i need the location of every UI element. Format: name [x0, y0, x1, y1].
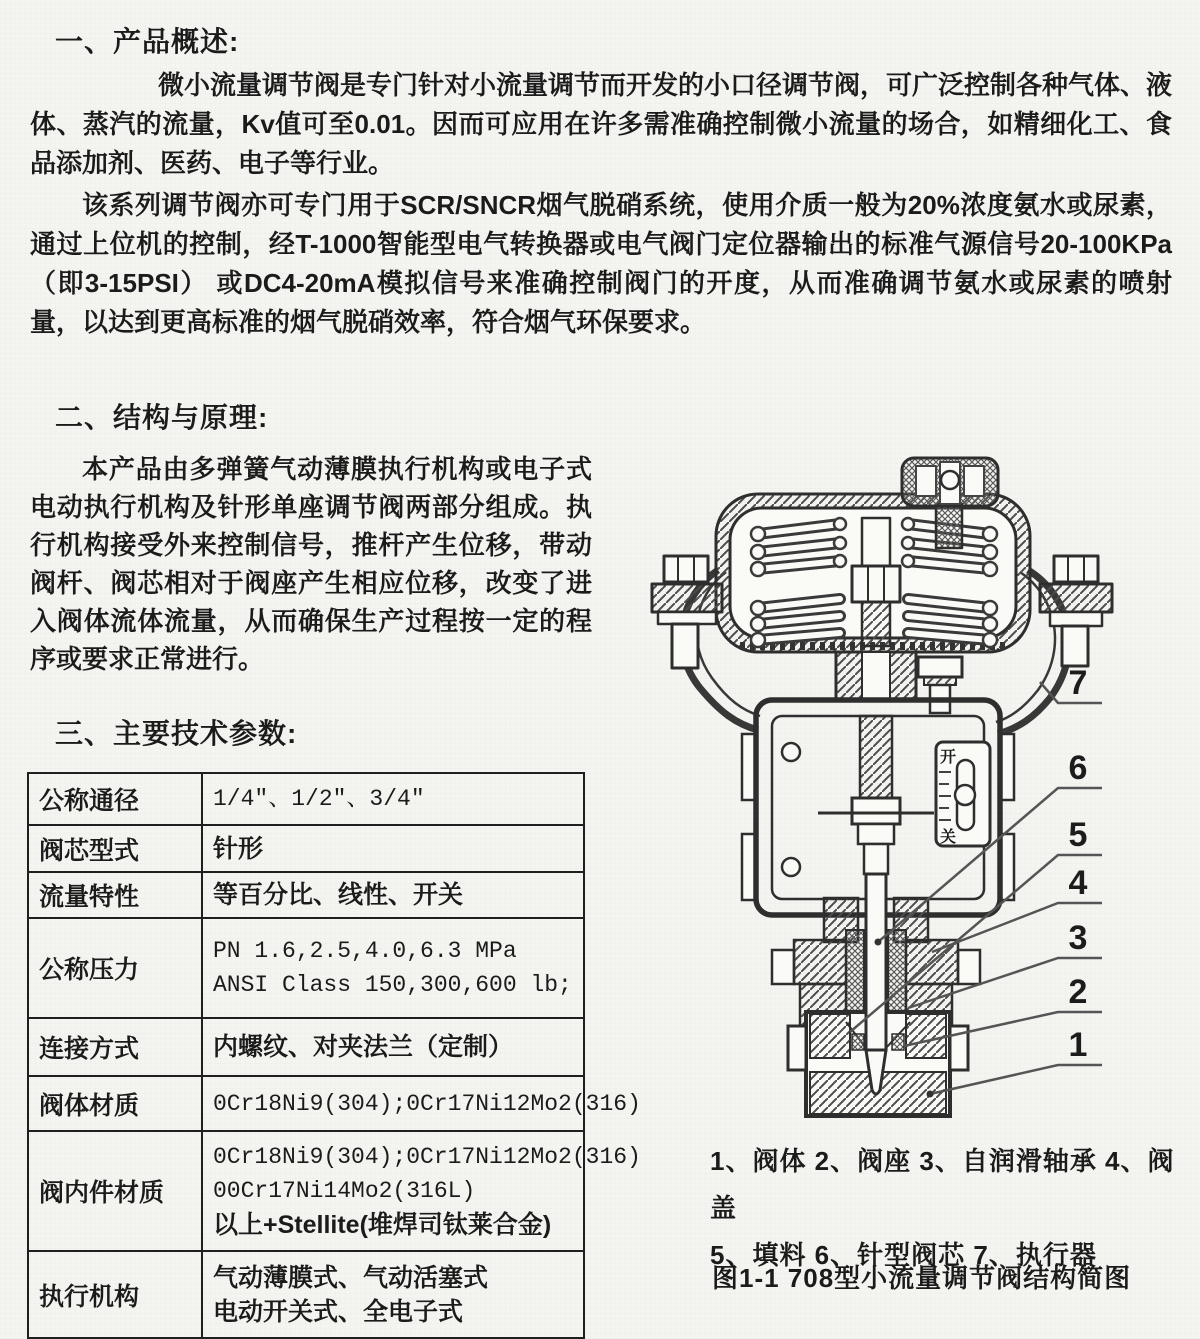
- part-numbers: [1069, 664, 1088, 1064]
- row-value: 针形: [213, 834, 264, 863]
- part-number-2: 2: [1068, 973, 1088, 1011]
- part-number-3: 3: [1068, 919, 1088, 957]
- part-number-7: 7: [1068, 664, 1088, 702]
- row-label: 公称通径: [28, 773, 202, 825]
- indicator-close-label: 关: [940, 829, 957, 846]
- row-value: 00Cr17Ni14Mo2(316L): [213, 1178, 476, 1204]
- valve-stem: [818, 716, 934, 874]
- row-value: PN 1.6,2.5,4.0,6.3 MPa: [213, 938, 517, 964]
- bonnet: [794, 940, 846, 984]
- row-label: 公称压力: [28, 918, 202, 1018]
- row-label: 阀体材质: [28, 1076, 202, 1131]
- legend-line-1: 1、阀体 2、阀座 3、自润滑轴承 4、阀盖: [710, 1146, 1175, 1223]
- row-value: 电动开关式、全电子式: [213, 1297, 464, 1326]
- yoke-hole: [782, 743, 800, 761]
- section2-paragraph: 本产品由多弹簧气动薄膜执行机构或电子式电动执行机构及针形单座调节阀两部分组成。执行机构接受外来控制信号，推杆产生位移，带动阀杆、阀芯相对于阀座产生相应位移，改变了进入阀体流体流量，从而确保生产过程按一定的程序或要求正常进行。: [30, 454, 592, 674]
- indicator-open-label: 开: [940, 749, 957, 766]
- needle-plug: [866, 874, 886, 1094]
- section1-heading: 一、产品概述:: [55, 26, 240, 57]
- row-value: 气动薄膜式、气动活塞式: [213, 1263, 489, 1292]
- row-label: 流量特性: [28, 872, 202, 918]
- section1-paragraph-2: 该系列调节阀亦可专门用于SCR/SNCR烟气脱硝系统，使用介质一般为20%浓度氨水或尿素，通过上位机的控制，经T-1000智能型电气转换器或电气阀门定位器输出的标准气源信号20-100KPa （即3-15PSI） 或DC4-20mA模拟信号来准确控制阀门的开度，从而准确调节氨水或尿素的喷射量，以达到更高标准的烟气脱硝效率，符合烟气环保要求。: [30, 190, 1172, 337]
- section2-heading: 二、结构与原理:: [55, 402, 269, 433]
- gland-assembly: [836, 652, 962, 713]
- part-number-5: 5: [1068, 816, 1088, 854]
- row-label: 连接方式: [28, 1018, 202, 1076]
- right-flange-bolt: [1040, 556, 1112, 666]
- legend-line-2: 5、填料 6、针型阀芯 7、执行器: [710, 1240, 1097, 1270]
- part-number-6: 6: [1068, 749, 1088, 787]
- row-label: 阀内件材质: [28, 1131, 202, 1251]
- row-label: 阀芯型式: [28, 825, 202, 872]
- indicator-pointer: [955, 785, 975, 805]
- row-value: 内螺纹、对夹法兰（定制）: [213, 1033, 514, 1061]
- row-value: 0Cr18Ni9(304);0Cr17Ni12Mo2(316): [213, 1090, 641, 1117]
- valve-seat: [852, 1034, 864, 1050]
- row-label: 执行机构: [28, 1251, 202, 1338]
- section1-paragraph-1: 微小流量调节阀是专门针对小流量调节而开发的小口径调节阀，可广泛控制各种气体、液体、蒸汽的流量，Kv值可至0.01。因而可应用在许多需准确控制微小流量的场合，如精细化工、食品添加剂、医药、电子等行业。: [30, 70, 1173, 178]
- row-value: ANSI Class 150,300,600 lb;: [213, 972, 572, 998]
- row-value: 等百分比、线性、开关: [213, 881, 464, 909]
- row-value: 1/4"、1/2"、3/4": [213, 786, 425, 812]
- row-value: 以上+Stellite(堆焊司钛莱合金): [213, 1211, 552, 1239]
- part-number-1: 1: [1068, 1026, 1088, 1064]
- figure-caption: 图1-1 708型小流量调节阀结构简图: [712, 1263, 1132, 1293]
- section3-heading: 三、主要技术参数:: [55, 718, 298, 749]
- part-number-4: 4: [1068, 864, 1088, 902]
- row-value: 0Cr18Ni9(304);0Cr17Ni12Mo2(316): [213, 1144, 641, 1170]
- yoke-hole: [782, 858, 800, 876]
- travel-indicator: [936, 742, 990, 846]
- valve-seat: [892, 1034, 904, 1050]
